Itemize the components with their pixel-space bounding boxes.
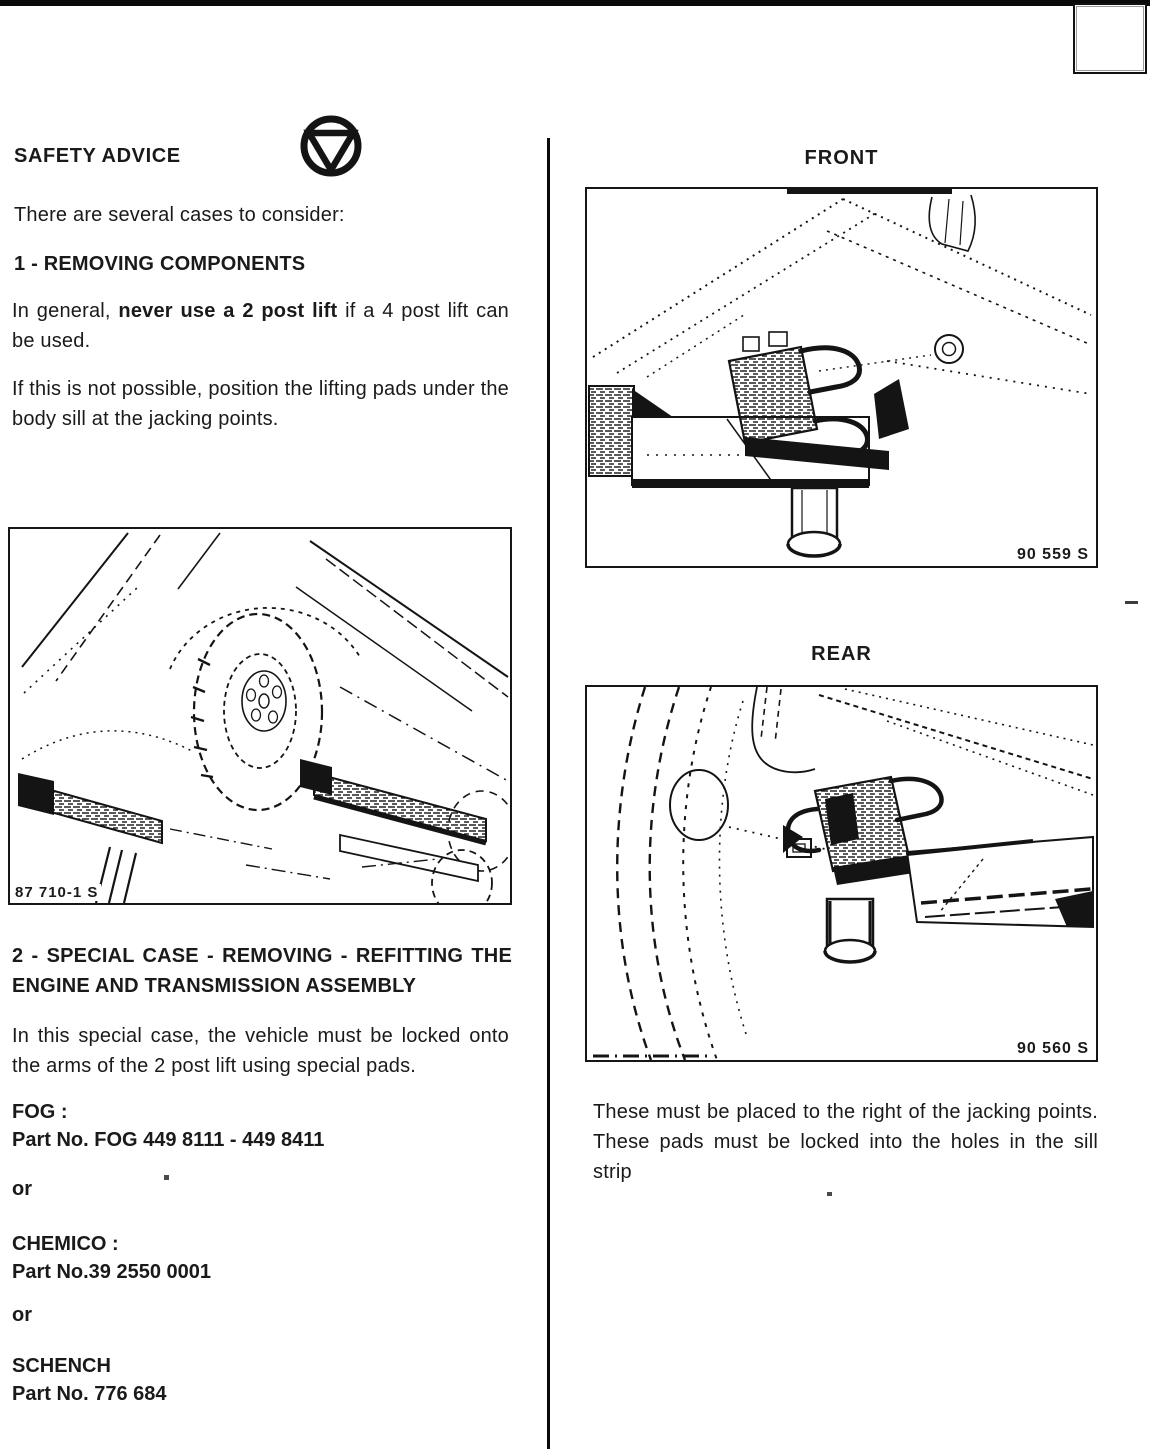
supplier-fog-part: Part No. FOG 449 8111 - 449 8411 [12,1129,325,1151]
page-title: SAFETY ADVICE [14,145,181,167]
front-figure-label: FRONT [804,147,879,169]
figure-caption-rear: 90 560 S [1014,1040,1092,1058]
rear-figure-label: REAR [811,643,872,665]
supplier-schench-part: Part No. 776 684 [12,1383,167,1405]
section2-paragraph: In this special case, the vehicle must be locked onto the arms of the 2 post lift using special pads. [12,1025,509,1077]
para1-pre: In general, [12,300,119,322]
or-separator-1: or [12,1178,32,1200]
front-illustration [587,189,1096,566]
top-rule [0,0,1150,6]
figure-rear [585,685,1098,1062]
scan-speck [827,1192,832,1196]
safety-warning-icon [299,114,363,178]
section1-heading: 1 - REMOVING COMPONENTS [14,253,306,275]
section2-heading: 2 - SPECIAL CASE - REMOVING - REFITTING THE ENGINE AND TRANSMISSION ASSEMBLY [12,945,512,997]
supplier-fog-name: FOG : [12,1101,68,1123]
column-divider [547,138,550,1449]
rear-illustration [587,687,1096,1060]
lift-overview-illustration [10,529,510,903]
supplier-chemico-name: CHEMICO : [12,1233,119,1255]
figure-lift-overview [8,527,512,905]
supplier-chemico-part: Part No.39 2550 0001 [12,1261,212,1283]
or-separator-2: or [12,1304,32,1326]
stray-dash-mark [1125,601,1138,604]
para1-bold: never use a 2 post lift [118,300,338,322]
para1-post: if a 4 post lift can be used. [12,300,509,352]
figure-caption-overview: 87 710-1 S [12,884,101,901]
figure-caption-front: 90 559 S [1014,546,1092,564]
scan-speck [164,1175,169,1180]
figure-front [585,187,1098,568]
page-number-box [1073,3,1147,74]
intro-text: There are several cases to consider: [14,204,345,226]
section1-paragraph-1 [12,296,509,356]
supplier-schench-name: SCHENCH [12,1355,111,1377]
closing-paragraph: These must be placed to the right of the jacking points. These pads must be locked into the holes in the sill strip [593,1101,1098,1183]
section1-paragraph-2: If this is not possible, position the lifting pads under the body sill at the jacking points. [12,378,509,430]
